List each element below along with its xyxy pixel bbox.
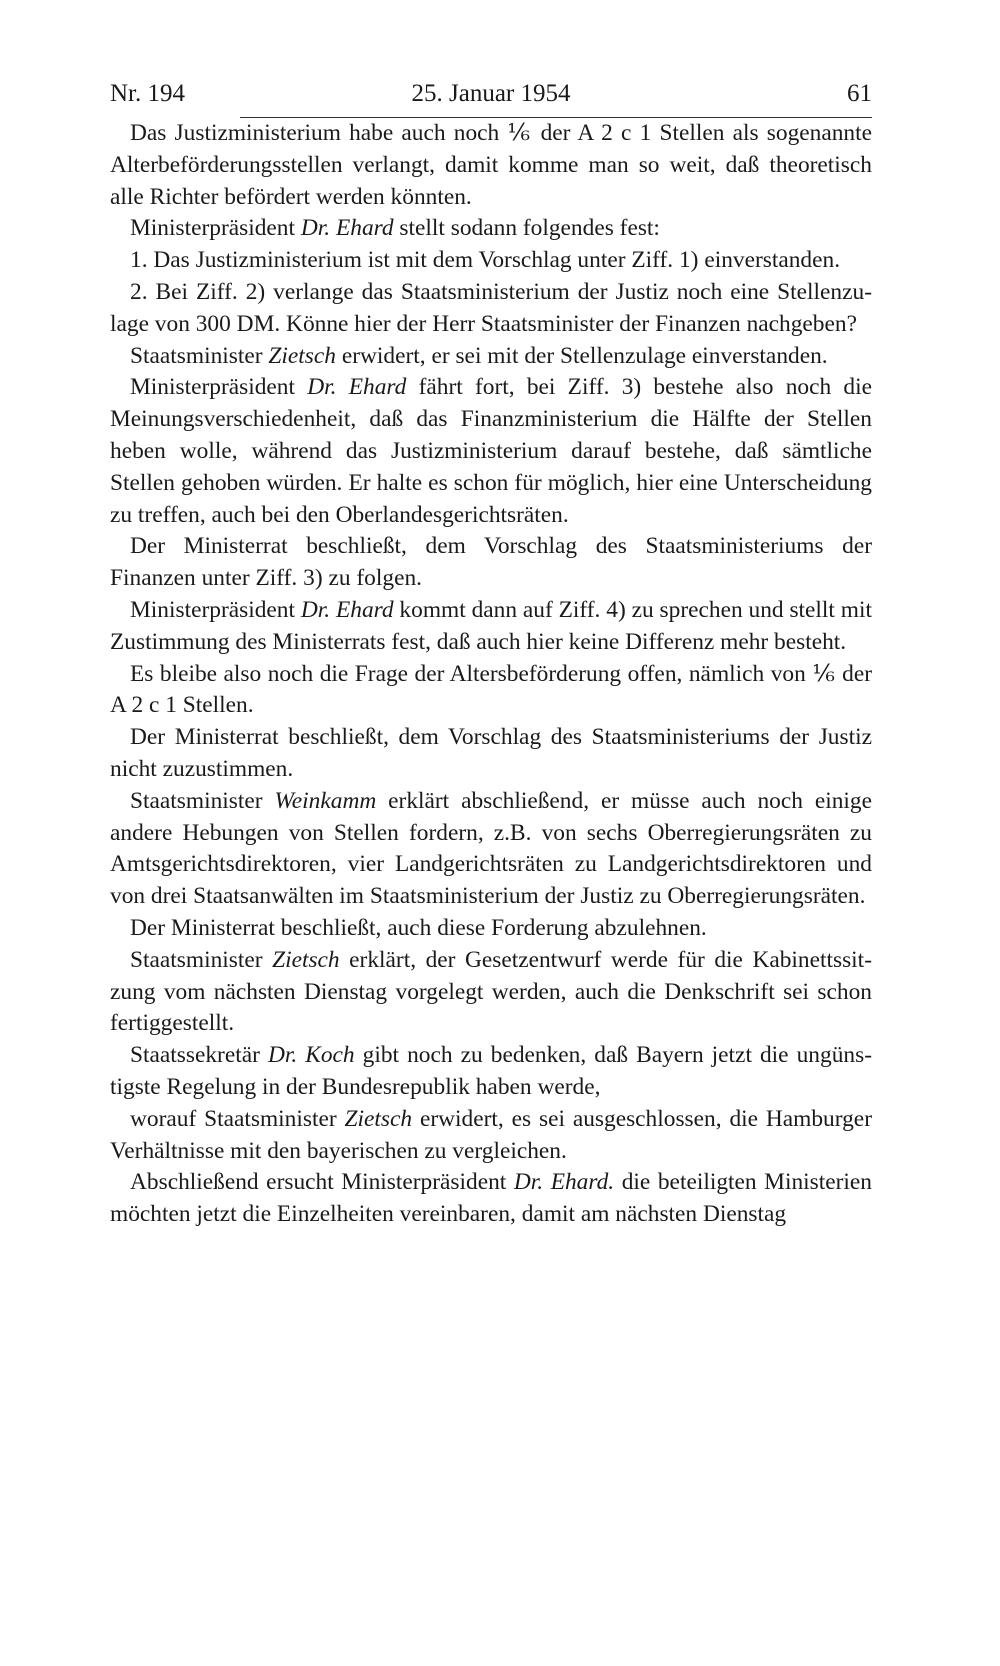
text-run: die beteiligten Ministerien möchten jetzt die Einzelheiten vereinbaren, damit am nächsten Dienstag <box>110 1169 872 1228</box>
document-page <box>110 80 872 1231</box>
paragraph <box>110 1040 872 1104</box>
document-number: Nr. 194 <box>110 80 185 107</box>
text-run: kommt dann auf Ziff. 4) zu sprechen und stellt mit Zustimmung des Ministerrats fest, daß auch hier keine Differenz mehr besteht. <box>110 596 872 655</box>
text-run: Ministerpräsident <box>130 596 301 623</box>
paragraph <box>110 659 872 723</box>
paragraph <box>110 945 872 1040</box>
paragraph <box>110 1104 872 1168</box>
paragraph <box>110 341 872 373</box>
text-run: gibt noch zu bedenken, daß Bayern jetzt die ungünstigste Regelung in der Bundesrepublik haben werde, <box>110 1042 872 1100</box>
text-run: stellt sodann folgendes fest: <box>393 215 660 242</box>
text-run: erklärt abschließend, er müsse auch noch einige andere Hebungen von Stellen fordern, z.B. von sechs Oberregierungsräten zu Amtsgerichtsdirektoren, vier Landgerichtsräten zu Landgerichtsdirektoren und von drei Staatsanwälten im Staatsministerium der Justiz zu Oberregierungsräten. <box>110 787 873 910</box>
paragraph <box>110 118 872 213</box>
header-rule <box>240 117 872 118</box>
paragraph <box>110 722 872 786</box>
paragraph <box>110 913 872 945</box>
text-run: Staatsminister <box>130 946 273 973</box>
speaker-name: Dr. Koch <box>267 1042 355 1069</box>
speaker-name: Dr. Ehard <box>300 215 394 242</box>
paragraph <box>110 531 872 595</box>
text-run: Abschließend ersucht Ministerpräsident <box>130 1169 514 1196</box>
speaker-name: Dr. Ehard <box>300 596 394 623</box>
header-date: 25. Januar 1954 <box>411 80 571 107</box>
text-run: Ministerpräsident <box>130 215 301 242</box>
text-run: Staatssekretär <box>130 1042 268 1069</box>
speaker-name: Weinkamm <box>274 787 377 814</box>
text-run: Ministerpräsident <box>130 374 308 401</box>
running-header <box>110 80 872 118</box>
paragraph <box>110 213 872 245</box>
text-run: Staatsminister <box>130 787 275 814</box>
speaker-name: Zietsch <box>268 342 336 369</box>
text-run: Das Justizministerium habe auch noch ⅙ der A 2 c 1 Stellen als sogenannte Alterbeförderungsstellen verlangt, damit komme man so weit, daß theoretisch alle Richter befördert werden könnten. <box>110 120 872 210</box>
text-run: erwidert, er sei mit der Stellenzulage einverstanden. <box>335 342 828 369</box>
text-run: Der Ministerrat beschließt, auch diese Forderung abzulehnen. <box>130 914 707 941</box>
paragraph <box>110 277 872 341</box>
speaker-name: Dr. Ehard <box>307 374 407 401</box>
text-run: Staatsminister <box>130 342 269 369</box>
text-run: Der Ministerrat beschließt, dem Vorschlag des Staatsministeriums der Justiz nicht zuzustimmen. <box>110 724 872 782</box>
paragraph <box>110 245 872 277</box>
paragraph <box>110 595 872 659</box>
paragraph <box>110 786 872 913</box>
text-run: fährt fort, bei Ziff. 3) bestehe also noch die Meinungsverschiedenheit, daß das Finanzministerium die Hälfte der Stellen heben wolle, während das Justizministerium darauf bestehe, daß sämtliche Stellen gehoben würden. Er halte es schon für möglich, hier eine Unterscheidung zu treffen, auch bei den Oberlandesgerichtsräten. <box>110 374 872 528</box>
speaker-name: Zietsch <box>344 1105 413 1132</box>
text-run: erklärt, der Gesetzentwurf werde für die Kabinettssitzung vom nächsten Dienstag vorgelegt werden, auch die Denkschrift sei schon fertiggestellt. <box>110 946 872 1037</box>
body-text <box>110 118 872 1231</box>
text-run: Es bleibe also noch die Frage der Altersbeförderung offen, nämlich von ⅙ der A 2 c 1 Stellen. <box>110 660 872 719</box>
paragraph <box>110 1167 872 1231</box>
text-run: worauf Staatsminister <box>130 1105 345 1132</box>
text-run: Der Ministerrat beschließt, dem Vorschlag des Staatsministeriums der Finanzen unter Ziff. 3) zu folgen. <box>110 533 872 592</box>
text-run: erwidert, es sei ausgeschlossen, die Hamburger Verhältnisse mit den bayerischen zu vergleichen. <box>110 1105 872 1164</box>
page-number: 61 <box>847 80 872 107</box>
text-run: 1. Das Justizministerium ist mit dem Vorschlag unter Ziff. 1) einverstanden. <box>130 247 841 274</box>
speaker-name: Zietsch <box>272 946 340 973</box>
text-run: 2. Bei Ziff. 2) verlange das Staatsministerium der Justiz noch eine Stellenzulage von 300 DM. Könne hier der Herr Staatsminister der Finanzen nachgeben? <box>110 278 872 337</box>
paragraph <box>110 372 872 531</box>
speaker-name: Dr. Ehard. <box>513 1169 615 1196</box>
